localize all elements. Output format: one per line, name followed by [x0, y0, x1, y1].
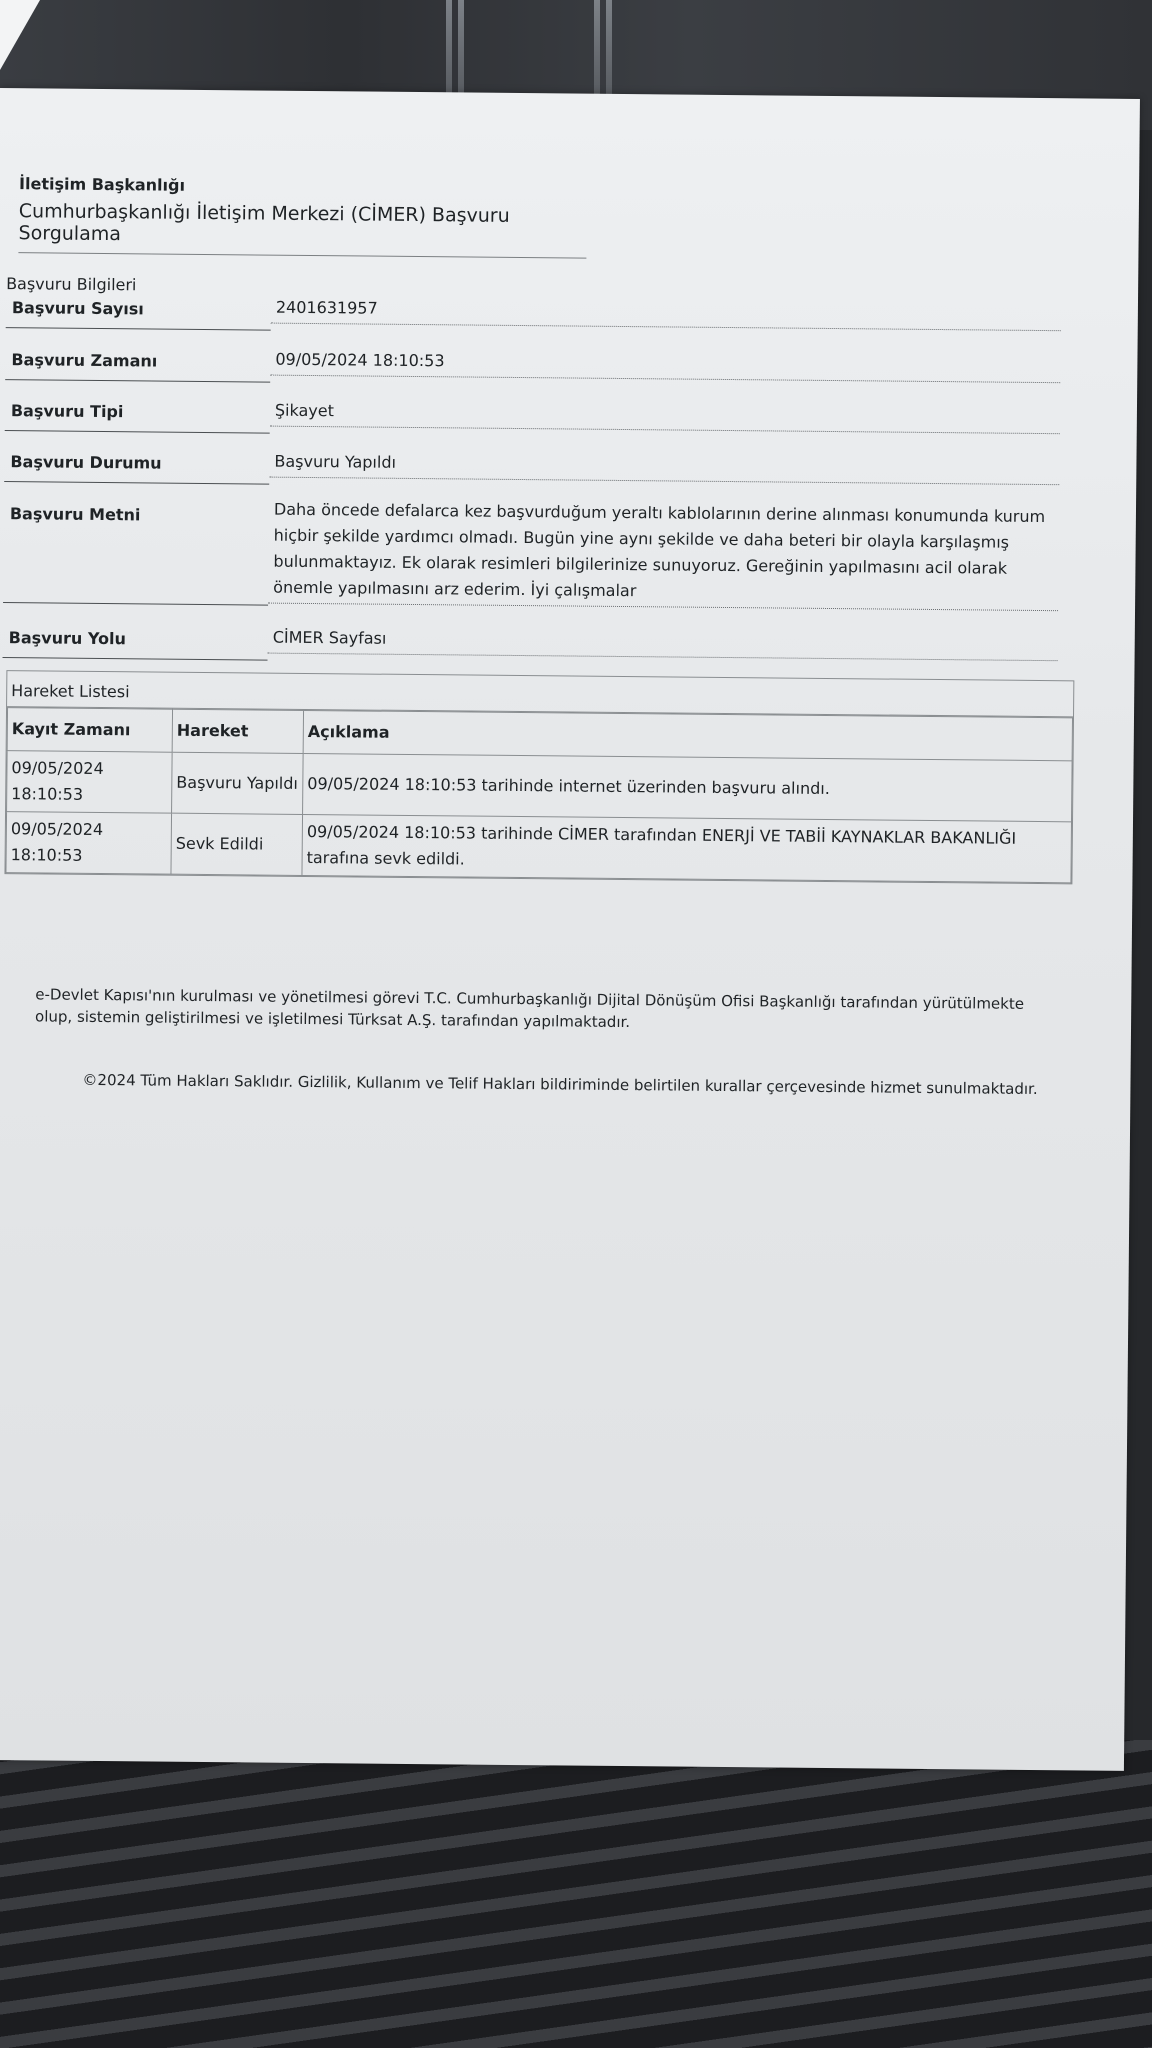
paper-corner [0, 0, 40, 70]
info-label: Başvuru Sayısı [11, 298, 144, 319]
movement-list-title: Hareket Listesi [7, 671, 1073, 717]
info-label: Başvuru Tipi [10, 401, 124, 422]
info-label: Başvuru Zamanı [11, 350, 158, 371]
table-row [7, 751, 1073, 822]
table-row [6, 812, 1072, 883]
page-title: Cumhurbaşkanlığı İletişim Merkezi (CİMER) Başvuru Sorgulama [18, 200, 586, 258]
movement-table [5, 707, 1073, 883]
info-value: CİMER Sayfası [272, 627, 387, 648]
footer-notice: e-Devlet Kapısı'nın kurulması ve yönetilmesi görevi T.C. Cumhurbaşkanlığı Dijital Dönüşüm Ofisi Başkanlığı tarafından yürütülmekte olup, sistemin geliştirilmesi ve işletilmesi Türksat A.Ş. tarafından yapılmaktadır. [35, 985, 1025, 1032]
footer-copyright: ©2024 Tüm Hakları Saklıdır. Gizlilik, Kullanım ve Telif Hakları bildiriminde belirtilen kurallar çerçevesinde hizmet sunulmaktadır. [82, 1070, 1038, 1099]
info-label: Başvuru Metni [9, 504, 141, 525]
column-header-description: Açıklama [303, 710, 1072, 760]
row-divider [5, 430, 270, 434]
cell-action: Sevk Edildi [171, 813, 303, 875]
info-value: Başvuru Yapıldı [274, 451, 397, 472]
cell-description: 09/05/2024 18:10:53 tarihinde CİMER tarafından ENERJİ VE TABİİ KAYNAKLAR BAKANLIĞI tarafına sevk edildi. [302, 814, 1072, 882]
movement-list [4, 670, 1074, 884]
column-header-action: Hareket [172, 709, 303, 753]
paper-document [0, 88, 1140, 1771]
cell-description: 09/05/2024 18:10:53 tarihinde internet üzerinden başvuru alındı. [303, 753, 1073, 821]
info-row-application-channel [3, 627, 1059, 649]
info-label: Başvuru Yolu [8, 628, 126, 649]
row-divider [4, 481, 269, 485]
cell-time: 09/05/2024 18:10:53 [6, 812, 172, 875]
column-header-time: Kayıt Zamanı [7, 708, 172, 753]
cell-time: 09/05/2024 18:10:53 [7, 751, 173, 814]
row-divider [3, 602, 268, 606]
info-label: Başvuru Durumu [10, 452, 162, 473]
info-value: Daha öncede defalarca kez başvurduğum yeraltı kablolarının derine alınması konumunda kurum hiçbir şekilde yardımcı olmadı. Bugün yine aynı şekilde ve daha beteri bir olayla karşılaşmış bulunmaktayız. Ek olarak resimleri bilgilerinize sunuyoruz. Gereğinin yapılmasını acil olarak önemle yapılmasını arz ederim. İyi çalışmalar [273, 499, 1046, 601]
row-divider [6, 327, 271, 331]
info-row-application-number [6, 297, 1062, 319]
row-divider [3, 657, 268, 661]
row-divider [5, 379, 270, 383]
info-value: Şikayet [274, 400, 334, 421]
background-bottom [0, 1740, 1152, 2048]
info-value: 2401631957 [275, 297, 378, 318]
info-row-application-status [5, 451, 1061, 473]
info-row-application-type [5, 400, 1061, 422]
info-row-application-text [4, 499, 1060, 601]
info-section-title: Başvuru Bilgileri [6, 274, 137, 295]
cell-action: Başvuru Yapıldı [172, 752, 304, 814]
organization-name: İletişim Başkanlığı [18, 174, 186, 195]
info-row-application-time [5, 349, 1061, 371]
info-value: 09/05/2024 18:10:53 [275, 349, 445, 371]
